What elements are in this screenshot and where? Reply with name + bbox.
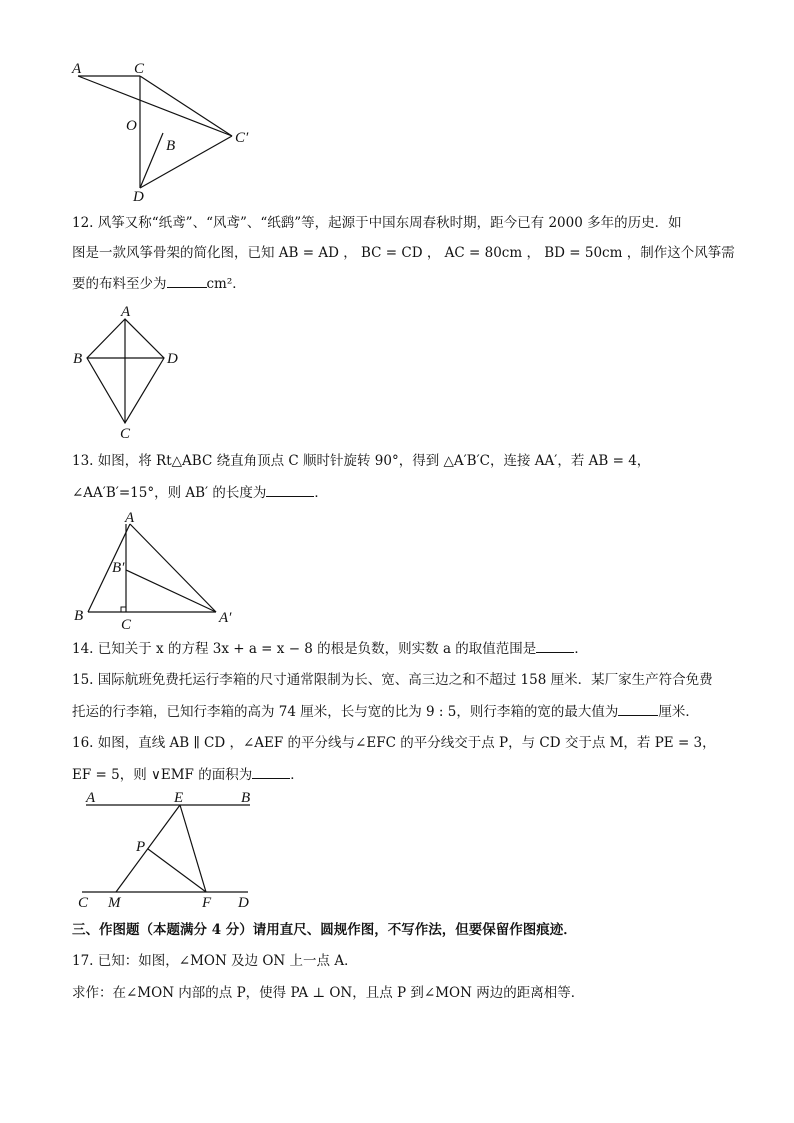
q14-line <box>72 638 732 659</box>
label-b: B <box>166 138 176 154</box>
answer-blank-12[interactable] <box>167 273 207 288</box>
figure-12-svg <box>68 303 198 443</box>
q16-line1: 16. 如图，直线 AB ∥ CD ，∠AEF 的平分线与∠EFC 的平分线交于点 P，与 CD 交于点 M，若 PE = 3， <box>72 735 716 751</box>
section3-heading: 三、作图题（本题满分 4 分）请用直尺、圆规作图，不写作法，但要保留作图痕迹． <box>72 922 577 938</box>
figure-11 <box>60 58 260 208</box>
q12-line3-text: 要的布料至少为 <box>72 276 167 292</box>
segment-ac-prime <box>78 76 232 136</box>
label-m: M <box>108 895 121 911</box>
label-o: O <box>126 118 137 134</box>
figure-13 <box>68 510 248 635</box>
segment-em <box>116 805 180 892</box>
label-a: A <box>72 61 82 77</box>
label-p: P <box>136 839 146 855</box>
q14-text: 14. 已知关于 x 的方程 3x + a = x − 8 的根是负数，则实数 a 的取值范围是 <box>72 641 537 657</box>
figure-12 <box>68 303 198 443</box>
segment-ef <box>180 805 206 892</box>
label-c-prime: C′ <box>235 130 249 146</box>
q15-line2 <box>72 701 732 722</box>
q12-line3 <box>72 273 732 294</box>
q16-end: ． <box>290 767 304 783</box>
label-c: C <box>121 617 132 633</box>
segment-db <box>140 133 163 188</box>
figure-13-svg <box>68 510 248 635</box>
q15-unit: 厘米． <box>658 704 699 720</box>
label-d: D <box>133 189 144 205</box>
q13-line2-text: ∠AA′B′=15°，则 AB′ 的长度为 <box>72 485 267 501</box>
segment-pf <box>148 849 206 892</box>
q17-line1: 17. 已知：如图，∠MON 及边 ON 上一点 A． <box>72 953 358 969</box>
answer-blank-14[interactable] <box>536 638 574 653</box>
answer-blank-16[interactable] <box>252 764 290 779</box>
answer-blank-13[interactable] <box>266 482 314 497</box>
segment-aa-prime <box>130 524 216 612</box>
q15-line2-text: 托运的行李箱，已知行李箱的高为 74 厘米，长与宽的比为 9 : 5，则行李箱的宽的最大值为 <box>72 704 619 720</box>
q16-line2 <box>72 764 732 785</box>
q12-line1: 12. 风筝又称“纸鸢”、“风鸢”、“纸鹞”等，起源于中国东周春秋时期，距今已有 2000 多年的历史．如 <box>72 215 682 231</box>
label-a: A <box>125 510 135 526</box>
figure-16-svg <box>70 787 270 912</box>
label-c: C <box>78 895 89 911</box>
label-d: D <box>238 895 249 911</box>
q12-unit: cm²． <box>206 276 246 292</box>
label-a: A <box>86 790 96 806</box>
label-b: B <box>241 790 251 806</box>
q13-end: ． <box>314 485 328 501</box>
q14-end: ． <box>574 641 588 657</box>
figure-11-svg <box>60 58 260 208</box>
label-b: B <box>74 608 84 624</box>
label-e: E <box>174 790 184 806</box>
q17-line2: 求作：在∠MON 内部的点 P，使得 PA ⊥ ON，且点 P 到∠MON 两边的距离相等． <box>72 985 585 1001</box>
q12-line2: 图是一款风筝骨架的简化图，已知 AB = AD ， BC = CD ， AC = 80cm ， BD = 50cm ，制作这个风筝需 <box>72 245 735 261</box>
label-c: C <box>134 61 145 77</box>
right-angle-mark <box>121 607 126 612</box>
segment-b-prime-a-prime <box>126 570 216 612</box>
label-d: D <box>167 351 178 367</box>
q13-line1: 13. 如图，将 Rt△ABC 绕直角顶点 C 顺时针旋转 90°，得到 △A′B′C，连接 AA′，若 AB = 4， <box>72 453 651 469</box>
q15-line1: 15. 国际航班免费托运行李箱的尺寸通常限制为长、宽、高三边之和不超过 158 厘米．某厂家生产符合免费 <box>72 672 713 688</box>
label-a-prime: A′ <box>219 610 232 626</box>
label-c: C <box>120 426 131 442</box>
label-b-prime: B′ <box>112 560 125 576</box>
label-f: F <box>202 895 212 911</box>
figure-16 <box>70 787 270 912</box>
q16-line2-text: EF = 5，则 ∨EMF 的面积为 <box>72 767 253 783</box>
label-b: B <box>73 351 83 367</box>
segment-dc-prime <box>140 136 232 188</box>
label-a: A <box>121 304 131 320</box>
q13-line2 <box>72 482 732 503</box>
answer-blank-15[interactable] <box>618 701 658 716</box>
